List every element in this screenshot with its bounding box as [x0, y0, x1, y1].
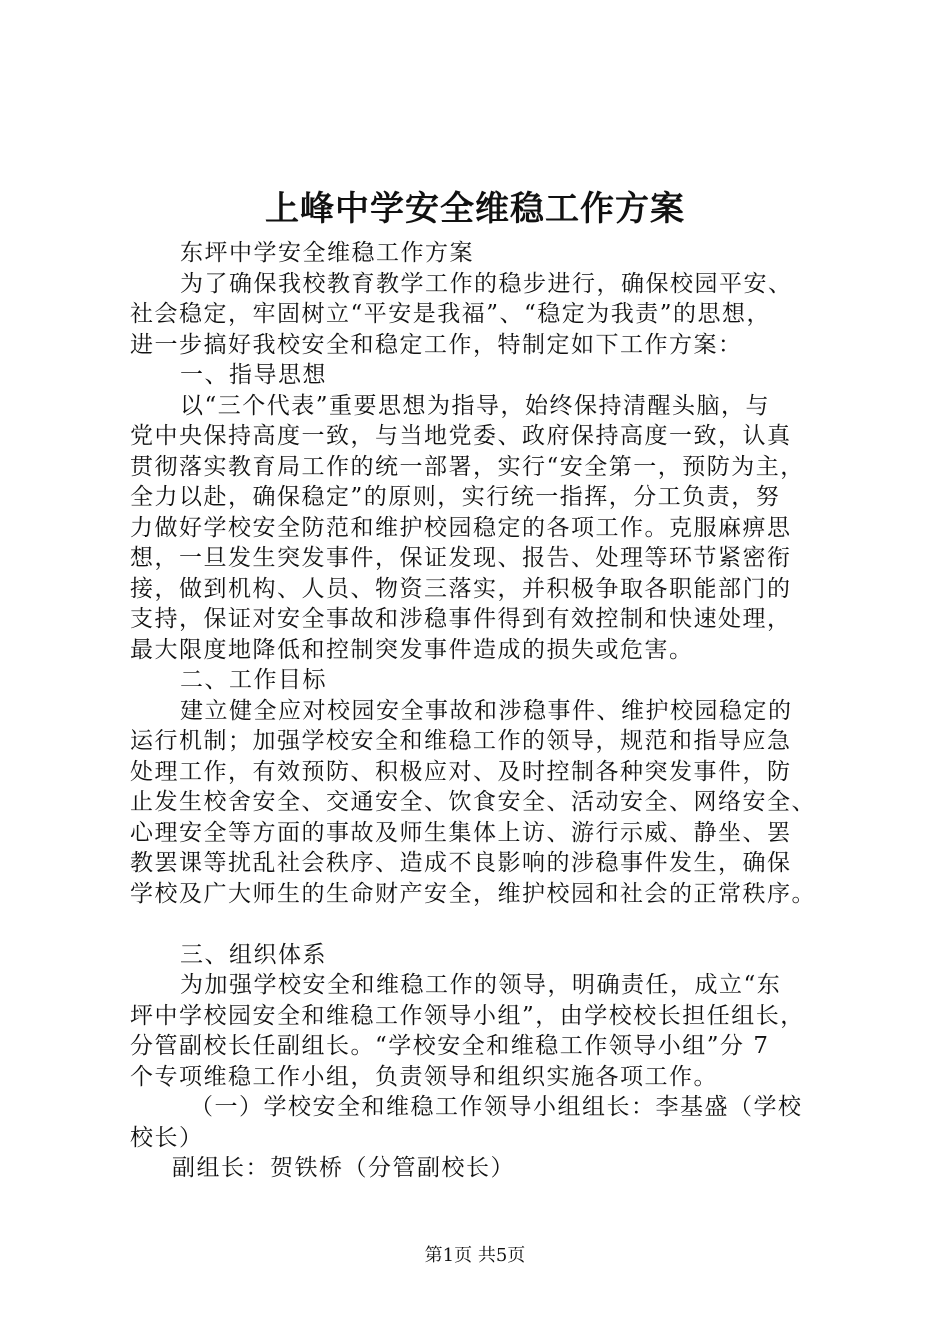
paragraph-line: 校长） — [130, 1124, 204, 1151]
paragraph-line: 支持，保证对安全事故和涉稳事件得到有效控制和快速处理， — [130, 606, 792, 632]
paragraph-line: （一）学校安全和维稳工作领导小组组长：李基盛（学校 — [190, 1094, 803, 1120]
paragraph-line: 二、工作目标 — [180, 667, 327, 693]
blank-line — [130, 909, 850, 940]
paragraph-line: 运行机制；加强学校安全和维稳工作的领导，规范和指导应急 — [130, 728, 792, 754]
paragraph-line: 教罢课等扰乱社会秩序、造成不良影响的涉稳事件发生，确保 — [130, 850, 792, 876]
paragraph-line: 力做好学校安全防范和维护校园稳定的各项工作。克服麻痹思 — [130, 514, 792, 541]
paragraph-line: 进一步搞好我校安全和稳定工作，特制定如下工作方案： — [130, 331, 743, 358]
paragraph-line: 副组长：贺铁桥（分管副校长） — [172, 1155, 515, 1181]
paragraph-line: 最大限度地降低和控制突发事件造成的损失或危害。 — [130, 636, 694, 663]
page-footer: 第1页 共5页 — [424, 1245, 526, 1266]
paragraph-line: 个专项维稳工作小组，负责领导和组织实施各项工作。 — [130, 1063, 718, 1090]
paragraph-line: 全力以赴，确保稳定”的原则，实行统一指挥，分工负责，努 — [130, 484, 781, 510]
paragraph-line: 想，一旦发生突发事件，保证发现、报告、处理等环节紧密衔 — [130, 545, 792, 571]
paragraph-line: 为加强学校安全和维稳工作的领导，明确责任，成立“东 — [180, 972, 782, 998]
paragraph-line: 坪中学校园安全和维稳工作领导小组”，由学校校长担任组长， — [130, 1002, 805, 1029]
paragraph-line: 止发生校舍安全、交通安全、饮食安全、活动安全、网络安全、 — [130, 789, 816, 815]
paragraph-line: 分管副校长任副组长。“学校安全和维稳工作领导小组”分 7 — [130, 1033, 770, 1059]
paragraph-line: 党中央保持高度一致，与当地党委、政府保持高度一致，认真 — [130, 423, 792, 449]
paragraph-line: 处理工作，有效预防、积极应对、及时控制各种突发事件，防 — [130, 758, 792, 785]
paragraph-line: 贯彻落实教育局工作的统一部署，实行“安全第一，预防为主， — [130, 453, 805, 480]
document-title: 上峰中学安全维稳工作方案 — [265, 189, 685, 229]
paragraph-line: 接，做到机构、人员、物资三落实，并积极争取各职能部门的 — [130, 575, 792, 602]
paragraph-line: 社会稳定，牢固树立“平安是我福”、“稳定为我责”的思想， — [130, 301, 772, 327]
paragraph-line: 东坪中学安全维稳工作方案 — [180, 240, 474, 266]
paragraph-line: 学校及广大师生的生命财产安全，维护校园和社会的正常秩序。 — [130, 880, 816, 907]
paragraph-line: 建立健全应对校园安全事故和涉稳事件、维护校园稳定的 — [180, 697, 793, 724]
paragraph-line: 一、指导思想 — [180, 362, 327, 388]
document-body — [130, 238, 850, 1184]
paragraph-line: 为了确保我校教育教学工作的稳步进行，确保校园平安、 — [180, 270, 793, 297]
paragraph-line: 以“三个代表”重要思想为指导，始终保持清醒头脑，与 — [180, 392, 771, 419]
paragraph-line: 三、组织体系 — [180, 941, 327, 968]
paragraph-line: 心理安全等方面的事故及师生集体上访、游行示威、静坐、罢 — [130, 819, 792, 846]
